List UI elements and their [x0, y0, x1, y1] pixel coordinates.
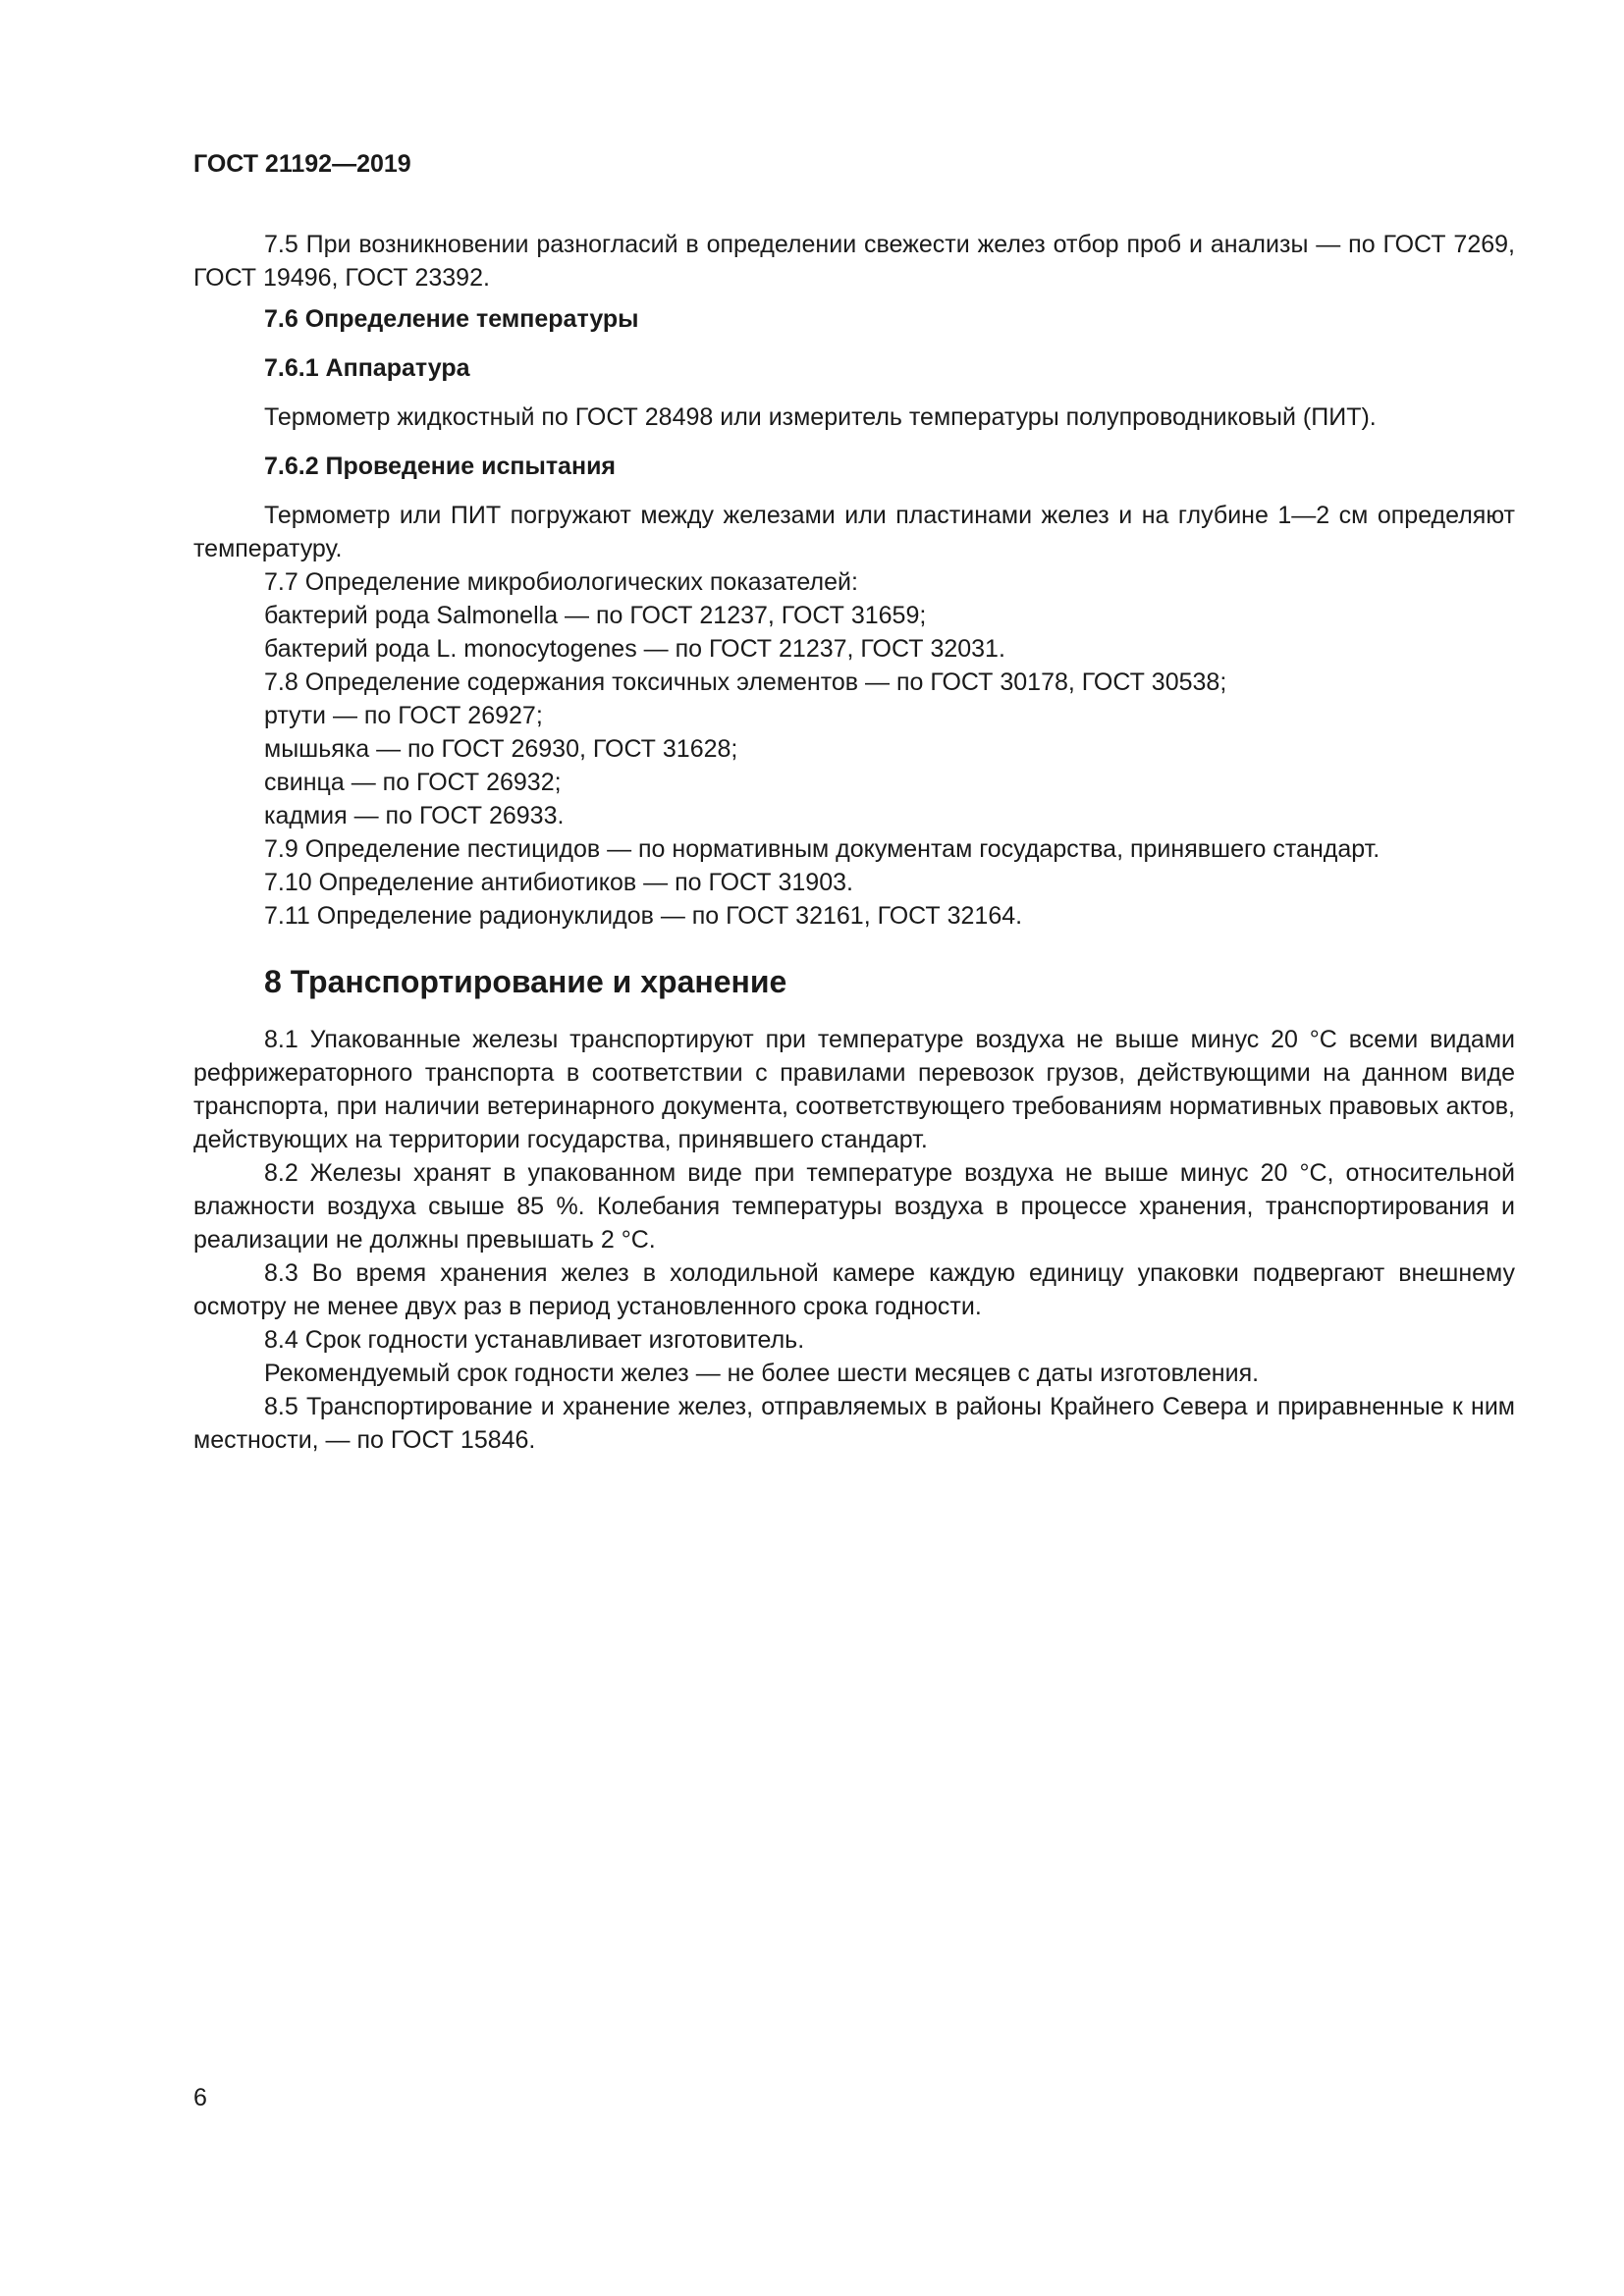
line-lead: свинца — по ГОСТ 26932;	[264, 769, 562, 796]
line-cadmium: кадмия — по ГОСТ 26933.	[264, 802, 565, 829]
paragraph-8-1: 8.1 Упакованные железы транспортируют при температуре воздуха не выше минус 20 °С всеми видами рефрижераторного транспорта в соответствии с правилами перевозок грузов, действующими на данном виде транспорта, при наличии ветеринарного документа, соответствующего требованиям нормативных правовых актов, действующих на территории государства, принявшего стандарт.	[193, 1026, 1515, 1153]
paragraph-8-5: 8.5 Транспортирование и хранение желез, отправляемых в районы Крайнего Севера и приравненные к ним местности, — по ГОСТ 15846.	[193, 1393, 1515, 1454]
line-7-8: 7.8 Определение содержания токсичных элементов — по ГОСТ 30178, ГОСТ 30538;	[264, 668, 1227, 696]
paragraph-7-5: 7.5 При возникновении разногласий в определении свежести желез отбор проб и анализы — по ГОСТ 7269, ГОСТ 19496, ГОСТ 23392.	[193, 231, 1515, 292]
paragraph-8-4: 8.4 Срок годности устанавливает изготовитель.	[264, 1326, 805, 1354]
line-mercury: ртути — по ГОСТ 26927;	[264, 702, 543, 729]
line-listeria: бактерий рода L. monocytogenes — по ГОСТ 21237, ГОСТ 32031.	[264, 635, 1005, 663]
heading-7-6-2: 7.6.2 Проведение испытания	[264, 453, 617, 480]
heading-7-6: 7.6 Определение температуры	[264, 305, 639, 333]
paragraph-8-2: 8.2 Железы хранят в упакованном виде при температуре воздуха не выше минус 20 °С, относительной влажности воздуха свыше 85 %. Колебания температуры воздуха в процессе хранения, транспортирования и реализации не должны превышать 2 °С.	[193, 1159, 1515, 1254]
paragraph-7-6-1: Термометр жидкостный по ГОСТ 28498 или измеритель температуры полупроводниковый (ПИТ).	[264, 403, 1377, 431]
line-7-11: 7.11 Определение радионуклидов — по ГОСТ 32161, ГОСТ 32164.	[264, 902, 1023, 930]
line-salmonella: бактерий рода Salmonella — по ГОСТ 21237, ГОСТ 31659;	[264, 602, 927, 629]
page-number: 6	[193, 2084, 207, 2111]
paragraph-8-3: 8.3 Во время хранения желез в холодильной камере каждую единицу упаковки подвергают внешнему осмотру не менее двух раз в период установленного срока годности.	[193, 1259, 1515, 1320]
line-7-7: 7.7 Определение микробиологических показателей:	[264, 568, 858, 596]
paragraph-8-4-recommendation: Рекомендуемый срок годности желез — не более шести месяцев с даты изготовления.	[264, 1360, 1260, 1387]
document-header: ГОСТ 21192—2019	[193, 150, 411, 178]
line-arsenic: мышьяка — по ГОСТ 26930, ГОСТ 31628;	[264, 735, 738, 763]
heading-7-6-1: 7.6.1 Аппаратура	[264, 354, 470, 382]
paragraph-7-6-2: Термометр или ПИТ погружают между железами или пластинами желез и на глубине 1—2 см определяют температуру.	[193, 502, 1515, 562]
line-7-9: 7.9 Определение пестицидов — по нормативным документам государства, принявшего стандарт.	[264, 835, 1380, 863]
document-body	[193, 228, 1515, 1457]
section-8-title: 8 Транспортирование и хранение	[264, 964, 787, 999]
line-7-10: 7.10 Определение антибиотиков — по ГОСТ 31903.	[264, 869, 853, 896]
